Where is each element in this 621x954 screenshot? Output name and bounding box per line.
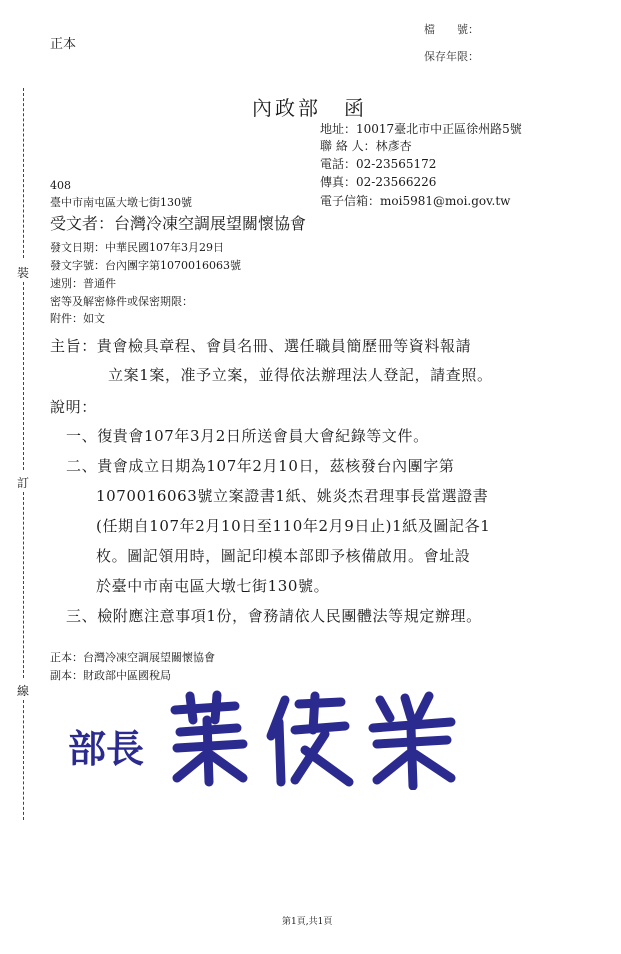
binding-char-ding: 訂 bbox=[17, 472, 29, 493]
attachment: 附件：如文 bbox=[50, 312, 105, 325]
explanation-item-2-line-3: (任期自107年2月10日至110年2月9日止)1紙及圖記各1 bbox=[96, 517, 491, 535]
contact-email: 電子信箱：moi5981@moi.gov.tw bbox=[320, 194, 511, 208]
explanation-heading: 說明： bbox=[50, 398, 97, 416]
page-number: 第1頁,共1頁 bbox=[282, 917, 333, 927]
signature-title: 部長 bbox=[68, 727, 145, 771]
copy-type-label: 正本 bbox=[50, 37, 77, 52]
binding-line-top bbox=[23, 88, 24, 258]
minister-signature bbox=[165, 690, 465, 790]
explanation-item-3: 三、檢附應注意事項1份，會務請依人民團體法等規定辦理。 bbox=[66, 607, 482, 625]
file-number-label: 檔 號： bbox=[424, 23, 479, 36]
binding-line-middle bbox=[23, 282, 24, 470]
document-number: 發文字號：台內團字第1070016063號 bbox=[50, 259, 241, 272]
contact-fax: 傳真：02-23566226 bbox=[320, 175, 437, 189]
delivery-speed: 速別：普通件 bbox=[50, 277, 116, 290]
binding-char-zhuang: 裝 bbox=[17, 262, 29, 283]
binding-char-xian: 線 bbox=[17, 680, 29, 701]
contact-person: 聯 絡 人：林彥杏 bbox=[320, 139, 412, 153]
contact-phone: 電話：02-23565172 bbox=[320, 157, 437, 171]
explanation-item-1: 一、復貴會107年3月2日所送會員大會紀錄等文件。 bbox=[66, 427, 429, 445]
distribution-original: 正本：台灣冷凍空調展望關懷協會 bbox=[50, 651, 215, 664]
retention-period-label: 保存年限： bbox=[424, 50, 479, 63]
recipient-address: 臺中市南屯區大墩七街130號 bbox=[50, 196, 192, 209]
sender-address: 地址：10017臺北市中正區徐州路5號 bbox=[320, 122, 522, 136]
recipient: 受文者：台灣冷凍空調展望關懷協會 bbox=[50, 214, 307, 233]
document-title: 內政部 函 bbox=[252, 96, 367, 120]
explanation-item-2-line-2: 1070016063號立案證書1紙、姚炎杰君理事長當選證書 bbox=[96, 487, 489, 505]
distribution-copy: 副本：財政部中區國稅局 bbox=[50, 669, 171, 682]
binding-line-bottom bbox=[23, 700, 24, 820]
explanation-item-2-line-5: 於臺中市南屯區大墩七街130號。 bbox=[96, 577, 330, 595]
recipient-postal-code: 408 bbox=[50, 179, 71, 192]
explanation-item-2-line-1: 二、貴會成立日期為107年2月10日，茲核發台內團字第 bbox=[66, 457, 455, 475]
subject-line-1: 主旨：貴會檢具章程、會員名冊、選任職員簡歷冊等資料報請 bbox=[50, 337, 472, 355]
binding-line-lower bbox=[23, 492, 24, 678]
issue-date: 發文日期：中華民國107年3月29日 bbox=[50, 241, 224, 254]
subject-line-2: 立案1案，准予立案，並得依法辦理法人登記，請查照。 bbox=[108, 366, 493, 384]
explanation-item-2-line-4: 枚。圖記領用時，圖記印模本部即予核備啟用。會址設 bbox=[96, 547, 471, 565]
classification: 密等及解密條件或保密期限： bbox=[50, 295, 193, 308]
